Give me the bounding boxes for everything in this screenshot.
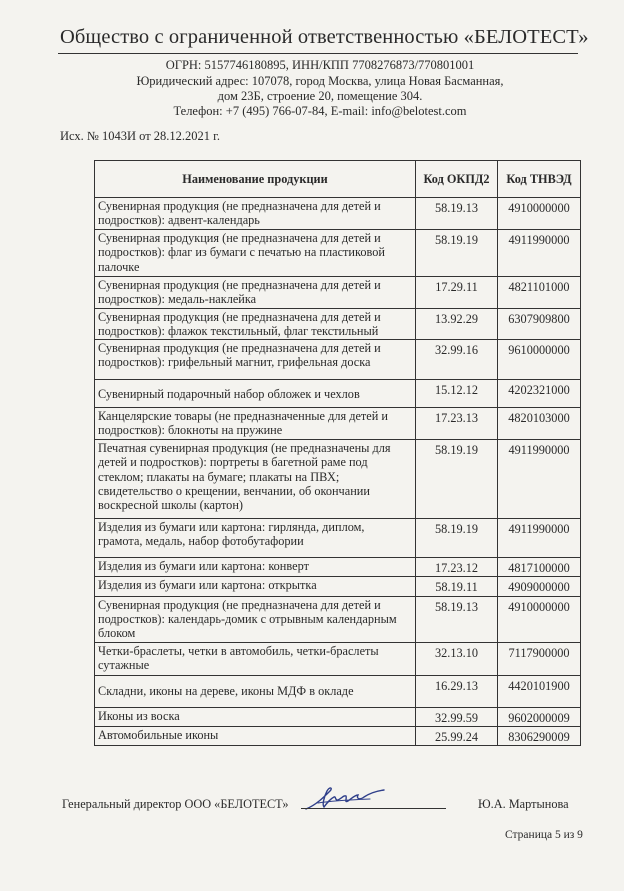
table-row <box>95 675 581 707</box>
okpd2-code-cell: 16.29.13 <box>416 675 498 707</box>
table-row <box>95 340 581 380</box>
registration-numbers: ОГРН: 5157746180895, ИНН/КПП 7708276873/770801001 <box>165 58 475 72</box>
legal-address-line2: дом 23Б, строение 20, помещение 304. <box>217 89 423 103</box>
outgoing-reference: Исх. № 1043И от 28.12.2021 г. <box>60 129 221 143</box>
signature-underline <box>301 808 446 809</box>
tnved-code-cell: 9610000000 <box>498 340 581 380</box>
tnved-code-cell: 4909000000 <box>498 577 581 596</box>
table-row <box>95 308 581 340</box>
tnved-code-cell: 4910000000 <box>498 596 581 642</box>
okpd2-code-cell: 58.19.19 <box>416 519 498 558</box>
table-row <box>95 440 581 519</box>
table-row <box>95 230 581 277</box>
product-name-cell: Складни, иконы на дереве, иконы МДФ в окладе <box>95 675 416 707</box>
products-table <box>94 160 581 746</box>
tnved-code-cell: 7117900000 <box>498 642 581 675</box>
table-header-row <box>95 161 581 198</box>
okpd2-code-cell: 58.19.19 <box>416 230 498 277</box>
tnved-code-cell: 4821101000 <box>498 277 581 309</box>
okpd2-code-cell: 17.23.12 <box>416 558 498 577</box>
product-name-cell: Изделия из бумаги или картона: открытка <box>95 577 416 596</box>
okpd2-code-cell: 17.23.13 <box>416 408 498 440</box>
okpd2-code-cell: 25.99.24 <box>416 727 498 746</box>
product-name-cell: Изделия из бумаги или картона: гирлянда, диплом, грамота, медаль, набор фотобутафории <box>95 519 416 558</box>
product-name-cell: Сувенирная продукция (не предназначена для детей и подростков): адвент-календарь <box>95 198 416 230</box>
okpd2-code-cell: 58.19.13 <box>416 596 498 642</box>
legal-address-line1: Юридический адрес: 107078, город Москва, улица Новая Басманная, <box>136 74 504 88</box>
tnved-code-cell: 4420101900 <box>498 675 581 707</box>
product-name-cell: Четки-браслеты, четки в автомобиль, четки-браслеты сутажные <box>95 642 416 675</box>
signature-icon <box>300 783 390 815</box>
product-name-cell: Автомобильные иконы <box>95 727 416 746</box>
okpd2-code-cell: 58.19.19 <box>416 440 498 519</box>
tnved-code-cell: 4910000000 <box>498 198 581 230</box>
table-row <box>95 707 581 726</box>
okpd2-code-cell: 32.13.10 <box>416 642 498 675</box>
tnved-code-cell: 4911990000 <box>498 230 581 277</box>
header-product-name: Наименование продукции <box>95 161 416 198</box>
product-name-cell: Сувенирная продукция (не предназначена для детей и подростков): флаг из бумаги с печатью на пластиковой палочке <box>95 230 416 277</box>
tnved-code-cell: 4817100000 <box>498 558 581 577</box>
header-tnved: Код ТНВЭД <box>498 161 581 198</box>
tnved-code-cell: 6307909800 <box>498 308 581 340</box>
product-name-cell: Сувенирный подарочный набор обложек и чехлов <box>95 380 416 408</box>
okpd2-code-cell: 58.19.13 <box>416 198 498 230</box>
product-name-cell: Сувенирная продукция (не предназначена для детей и подростков): флажок текстильный, флаг текстильный <box>95 308 416 340</box>
product-name-cell: Иконы из воска <box>95 707 416 726</box>
table-row <box>95 642 581 675</box>
okpd2-code-cell: 58.19.11 <box>416 577 498 596</box>
okpd2-code-cell: 32.99.59 <box>416 707 498 726</box>
tnved-code-cell: 4820103000 <box>498 408 581 440</box>
product-name-cell: Сувенирная продукция (не предназначена для детей и подростков): медаль-наклейка <box>95 277 416 309</box>
tnved-code-cell: 4911990000 <box>498 519 581 558</box>
product-name-cell: Печатная сувенирная продукция (не предназначены для детей и подростков): портреты в багетной раме под стеклом; плакаты на бумаге; плакаты на ПВХ; свидетельство о крещении, венчании, об окончании воскресной школы (картон) <box>95 440 416 519</box>
okpd2-code-cell: 13.92.29 <box>416 308 498 340</box>
company-name: Общество с ограниченной ответственностью «БЕЛОТЕСТ» <box>60 26 589 48</box>
table-row <box>95 577 581 596</box>
contacts-line: Телефон: +7 (495) 766-07-84, E-mail: info@belotest.com <box>173 104 467 118</box>
page-number: Страница 5 из 9 <box>505 829 583 841</box>
table-row <box>95 558 581 577</box>
signatory-name: Ю.А. Мартынова <box>478 797 569 811</box>
okpd2-code-cell: 32.99.16 <box>416 340 498 380</box>
header-okpd2: Код ОКПД2 <box>416 161 498 198</box>
product-name-cell: Изделия из бумаги или картона: конверт <box>95 558 416 577</box>
tnved-code-cell: 8306290009 <box>498 727 581 746</box>
product-name-cell: Сувенирная продукция (не предназначена для детей и подростков): календарь-домик с отрывным календарным блоком <box>95 596 416 642</box>
table-row <box>95 408 581 440</box>
table-row <box>95 596 581 642</box>
tnved-code-cell: 4911990000 <box>498 440 581 519</box>
signatory-title: Генеральный директор ООО «БЕЛОТЕСТ» <box>62 797 289 811</box>
table-row <box>95 380 581 408</box>
okpd2-code-cell: 17.29.11 <box>416 277 498 309</box>
table-row <box>95 277 581 309</box>
table-row <box>95 198 581 230</box>
product-name-cell: Канцелярские товары (не предназначенные для детей и подростков): блокноты на пружине <box>95 408 416 440</box>
header-rule <box>58 53 578 54</box>
table-row <box>95 727 581 746</box>
tnved-code-cell: 4202321000 <box>498 380 581 408</box>
tnved-code-cell: 9602000009 <box>498 707 581 726</box>
okpd2-code-cell: 15.12.12 <box>416 380 498 408</box>
table-row <box>95 519 581 558</box>
product-name-cell: Сувенирная продукция (не предназначена для детей и подростков): грифельный магнит, грифельная доска <box>95 340 416 380</box>
